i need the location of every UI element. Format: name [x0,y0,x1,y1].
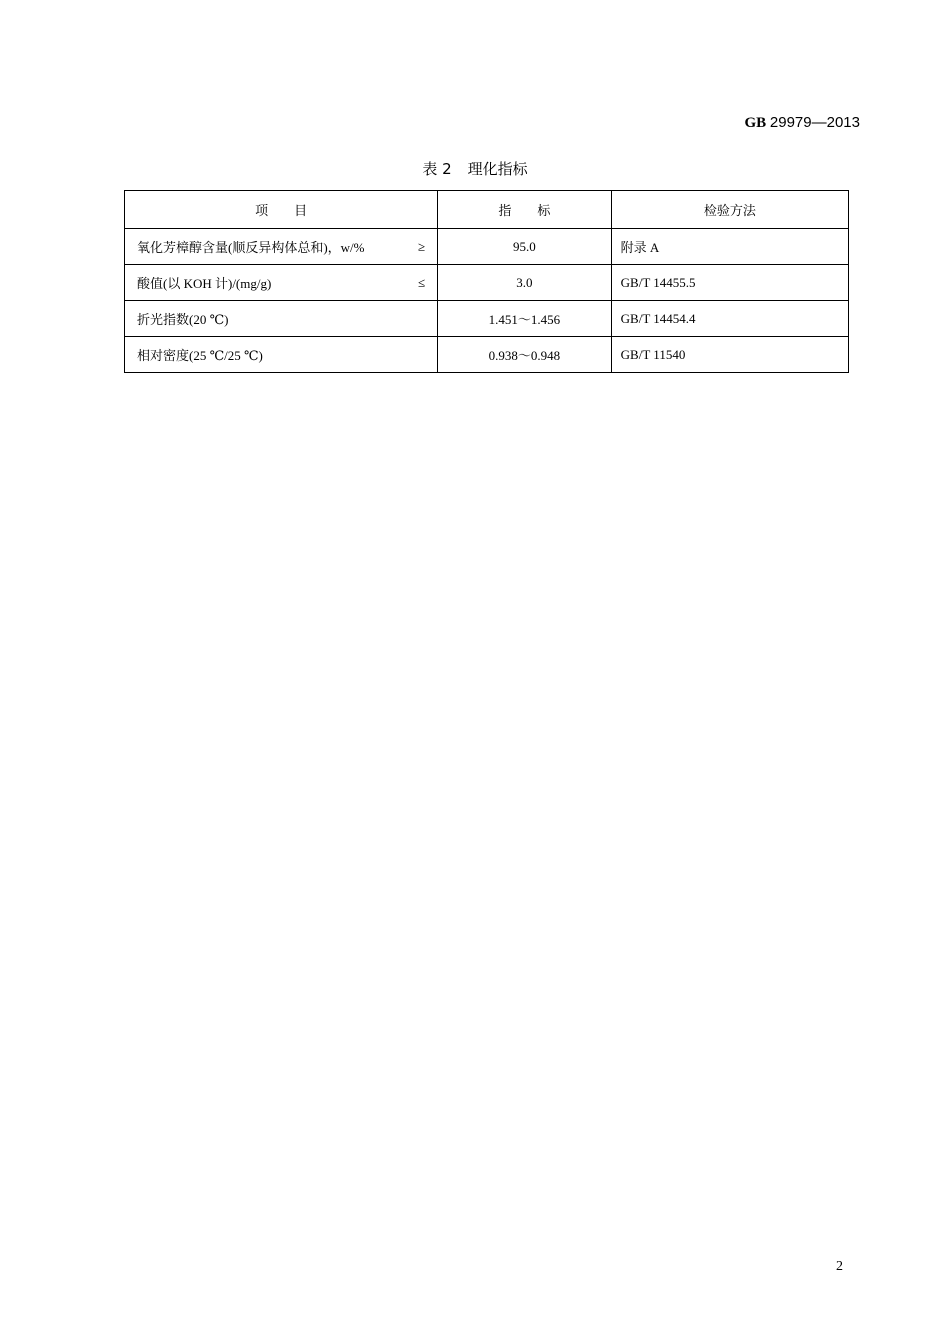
item-label: 相对密度(25 ℃/25 ℃) [137,348,263,363]
table-row [125,229,849,265]
table-row [125,265,849,301]
item-label: 折光指数(20 ℃) [137,312,229,327]
standard-prefix: GB [744,115,767,131]
comparison-operator: ≤ [418,274,426,290]
physicochemical-table [124,190,849,373]
column-header-method: 检验方法 [611,191,848,229]
item-label: 氧化芳樟醇含量(顺反异构体总和)，w/% [137,240,365,255]
comparison-operator: ≥ [418,238,426,254]
item-cell [125,301,438,337]
table-caption-number: 表 2 [422,160,452,178]
page-number: 2 [836,1259,843,1274]
item-label: 酸值(以 KOH 计)/(mg/g) [137,276,272,291]
method-cell: GB/T 14455.5 [611,265,848,301]
method-cell: GB/T 11540 [611,337,848,373]
table-header-row [125,191,849,229]
column-header-index: 指 标 [438,191,612,229]
table-row [125,301,849,337]
value-cell: 1.451～1.456 [438,301,612,337]
value-cell: 95.0 [438,229,612,265]
table-caption-title: 理化指标 [467,160,528,178]
table-row [125,337,849,373]
item-cell [125,265,438,301]
item-cell [125,337,438,373]
table-caption [0,158,950,179]
column-header-item: 项 目 [125,191,438,229]
method-cell: 附录 A [611,229,848,265]
method-cell: GB/T 14454.4 [611,301,848,337]
standard-number: 29979—2013 [769,114,860,131]
value-cell: 0.938～0.948 [438,337,612,373]
value-cell: 3.0 [438,265,612,301]
standard-code [744,114,860,132]
item-cell [125,229,438,265]
